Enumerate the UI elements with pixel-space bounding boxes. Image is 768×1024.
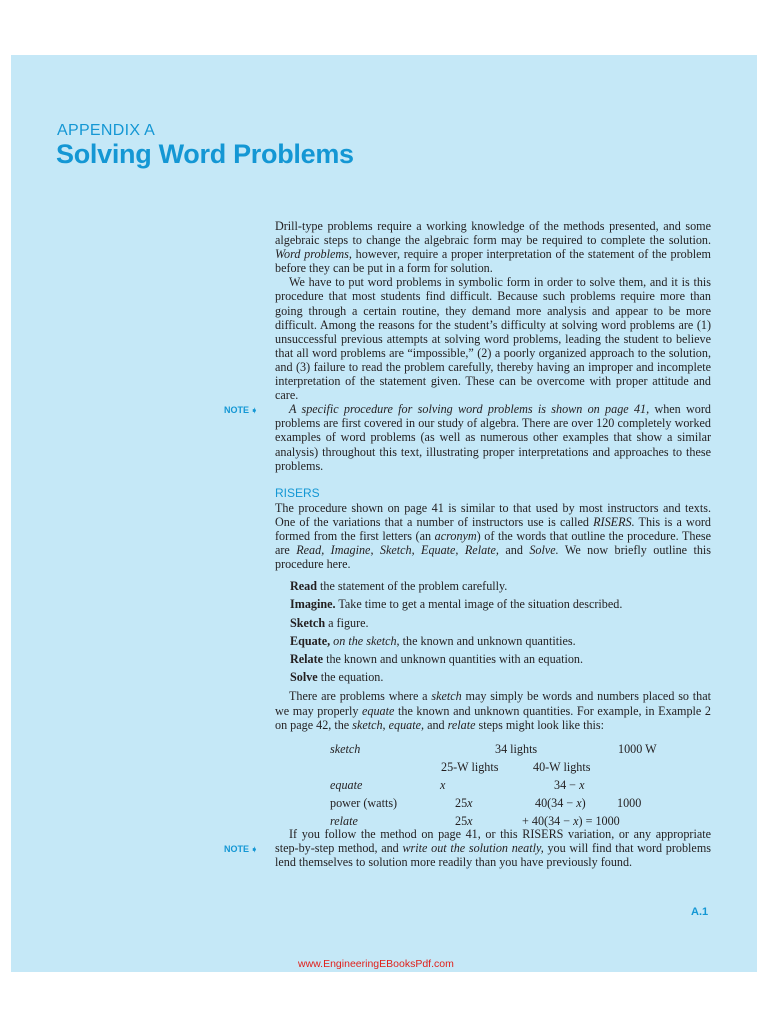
page-number: A.1 xyxy=(691,906,709,918)
sketch-row-label: sketch xyxy=(330,741,361,756)
footer-url-link[interactable]: www.EngineeringEBooksPdf.com xyxy=(298,958,454,970)
paragraph-difficulty: We have to put word problems in symbolic form in order to solve them, and it is this procedure that most students find difficult. Because such problems require more than going through a certain routine, they demand more analysis and appear to be more difficult. Among the reasons for the student’s difficulty at solving word problems are (1) unsuccessful previous attempts at solving word problems, leading the student to believe that all word problems are “impossible,” (2) a poorly organized approach to the solution, and (3) failure to read the problem carefully, thereby having an improper and incomplete interpretation of the statement given. These can be overcome with proper attitude and care. xyxy=(275,275,711,403)
note-marker: NOTE ➧ xyxy=(224,843,258,854)
power-1000: 1000 xyxy=(617,795,642,810)
body-text xyxy=(224,219,712,869)
power-row-label: power (watts) xyxy=(330,795,398,810)
relate-row-label: relate xyxy=(330,813,358,828)
step-read: Read the statement of the problem carefully. xyxy=(290,579,508,594)
sketch-25w-lights: 25-W lights xyxy=(441,759,499,774)
paragraph-closing: If you follow the method on page 41, or this RISERS variation, or any appropriate step-by-step method, and write out the solution neatly, you will find that word problems lend themselves to solution more readily than you have previously found. xyxy=(275,826,711,869)
risers-steps xyxy=(290,577,711,686)
paragraph-risers-intro: The procedure shown on page 41 is similar to that used by most instructors and texts. One of the variations that a number of instructors use is called RISERS. This is a word formed from the first letters (an acronym) of the words that outline the procedure. These are Read, Imagine, Sketch, Equate, Relate, and Solve. We now briefly outline this procedure here. xyxy=(275,500,712,572)
paragraph-intro: Drill-type problems require a working knowledge of the methods presented, and some algebraic steps to change the algebraic form may be required to complete the solution. Word problems, however, require a proper interpretation of the statement of the problem before they can be put in a form for solution. xyxy=(275,219,711,276)
step-solve: Solve the equation. xyxy=(290,670,384,685)
equate-34-minus-x: 34 − x xyxy=(554,777,585,792)
equate-row-label: equate xyxy=(330,777,363,792)
arrow-right-icon: ➧ xyxy=(251,844,258,854)
sketch-total-watts: 1000 W xyxy=(618,741,657,756)
equate-x: x xyxy=(440,777,446,792)
paragraph-procedure: A specific procedure for solving word problems is shown on page 41, when word problems are first covered in our study of algebra. There are over 120 completely worked examples of word problems (as well as numerous other examples that show a similar analysis) throughout this text, illustrating proper interpretations and approaches to these problems. xyxy=(275,402,711,473)
appendix-label: APPENDIX A xyxy=(57,122,156,139)
sketch-total-lights: 34 lights xyxy=(495,741,538,756)
power-25x: 25x xyxy=(455,795,473,810)
step-sketch: Sketch a figure. xyxy=(290,615,369,630)
relate-25x: 25x xyxy=(455,813,473,828)
step-relate: Relate the known and unknown quantities with an equation. xyxy=(290,652,583,667)
section-heading-risers: RISERS xyxy=(275,485,320,500)
step-equate: Equate, on the sketch, the known and unknown quantities. xyxy=(290,633,576,648)
note-marker: NOTE ➧ xyxy=(224,405,258,416)
sketch-table xyxy=(275,736,711,827)
relate-equation: + 40(34 − x) = 1000 xyxy=(522,813,620,828)
arrow-right-icon: ➧ xyxy=(251,406,258,416)
note-block-2 xyxy=(224,826,711,869)
chapter-title: Solving Word Problems xyxy=(56,139,354,169)
note-block-1 xyxy=(224,402,711,473)
paragraph-example: There are problems where a sketch may simply be words and numbers placed so that we may properly equate the known and unknown quantities. For example, in Example 2 on page 42, the sketch, equate, and relate steps might look like this: xyxy=(275,689,711,732)
power-40-term: 40(34 − x) xyxy=(535,795,586,810)
step-imagine: Imagine. Take time to get a mental image of the situation described. xyxy=(290,597,623,612)
sketch-40w-lights: 40-W lights xyxy=(533,759,591,774)
